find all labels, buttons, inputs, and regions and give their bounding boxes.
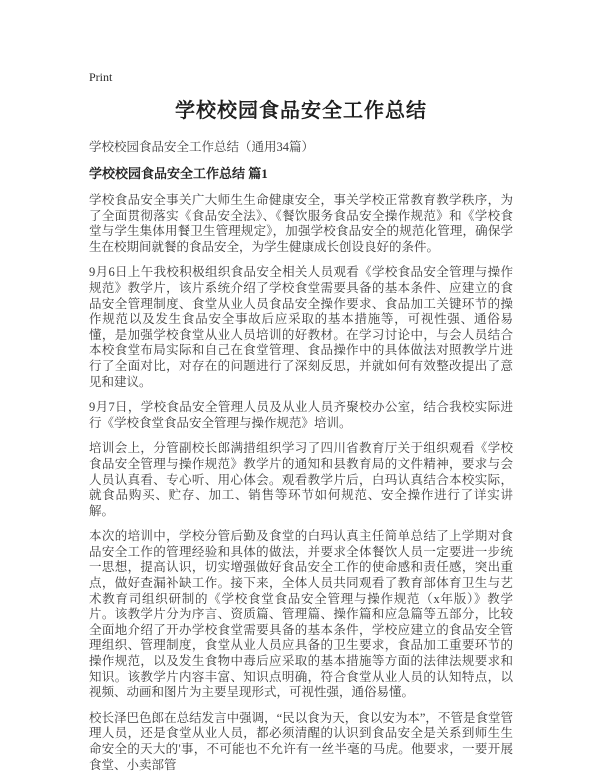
paragraph-1: 学校食品安全事关广大师生生命健康安全，事关学校正常教育教学秩序，为了全面贯彻落实《食品安全法》、《餐饮服务食品安全操作规范》和《学校食堂与学生集体用餐卫生管理规定》，加强学校食品安全的规范化管理，确保学生在校期间就餐的食品安全，为学生健康成长创设良好的条件。 (89, 193, 513, 254)
paragraph-5: 本次的培训中，学校分管后勤及食堂的白玛认真主任简单总结了上学期对食品安全工作的管理经验和具体的做法，并要求全体餐饮人员一定要进一步统一思想，提高认识，切实增强做好食品安全工作的使命感和责任感，突出重点，做好查漏补缺工作。接下来，全体人员共同观看了教育部体育卫生与艺术教育司组织研制的《学校食堂食品安全管理与操作规范（x年版）》教学片。该教学片分为序言、资质篇、管理篇、操作篇和应急篇等五部分，比较全面地介绍了开办学校食堂需要具备的基本条件，学校应建立的食品安全管理组织、管理制度，食堂从业人员应具备的卫生要求，食品加工重要环节的操作规范，以及发生食物中毒后应采取的基本措施等方面的法律法规要求和知识。该教学片内容丰富、知识点明确，符合食堂从业人员的认知特点，以视频、动画和图片为主要呈现形式，可视性强，通俗易懂。 (89, 529, 513, 700)
section-heading: 学校校园食品安全工作总结 篇1 (89, 166, 268, 181)
paragraph-6: 校长泽巴色郎在总结发言中强调，“民以食为天，食以安为本”，不管是食堂管理人员，还是食堂从业人员，都必须清醒的认识到食品安全是关系到师生生命安全的天大的'事，不可能也不允许有一丝半毫的马虎。他要求，一要开展食堂、小卖部管 (89, 710, 513, 772)
paragraph-2: 9月6日上午我校积极组织食品安全相关人员观看《学校食品安全管理与操作规范》教学片，该片系统介绍了学校食堂需要具备的基本条件、应建立的食品安全管理制度、食堂从业人员食品安全操作要求、食品加工关键环节的操作规范以及发生食品安全事故后应采取的基本措施等，可视性强、通俗易懂，是加强学校食堂从业人员培训的好教材。在学习讨论中，与会人员结合本校食堂布局实际和自己在食堂管理、食品操作中的具体做法对照教学片进行了全面对比，对存在的问题进行了深刻反思，并就如何有效整改提出了意见和建议。 (89, 265, 513, 389)
page-title: 学校校园食品安全工作总结 (175, 100, 427, 122)
paragraph-3: 9月7日，学校食品安全管理人员及从业人员齐聚校办公室，结合我校实际进行《学校食堂食品安全管理与操作规范》培训。 (89, 400, 513, 430)
paragraph-4: 培训会上，分管副校长郎满措组织学习了四川省教育厅关于组织观看《学校食品安全管理与操作规范》教学片的通知和县教育局的文件精神，要求与会人员认真看、专心听、用心体会。观看教学片后，白玛认真结合本校实际，就食品购买、贮存、加工、销售等环节如何规范、安全操作进行了详实讲解。 (89, 441, 513, 518)
print-button[interactable]: Print (89, 70, 113, 84)
article-body (89, 193, 513, 773)
document-subtitle: 学校校园食品安全工作总结（通用34篇） (89, 140, 315, 154)
